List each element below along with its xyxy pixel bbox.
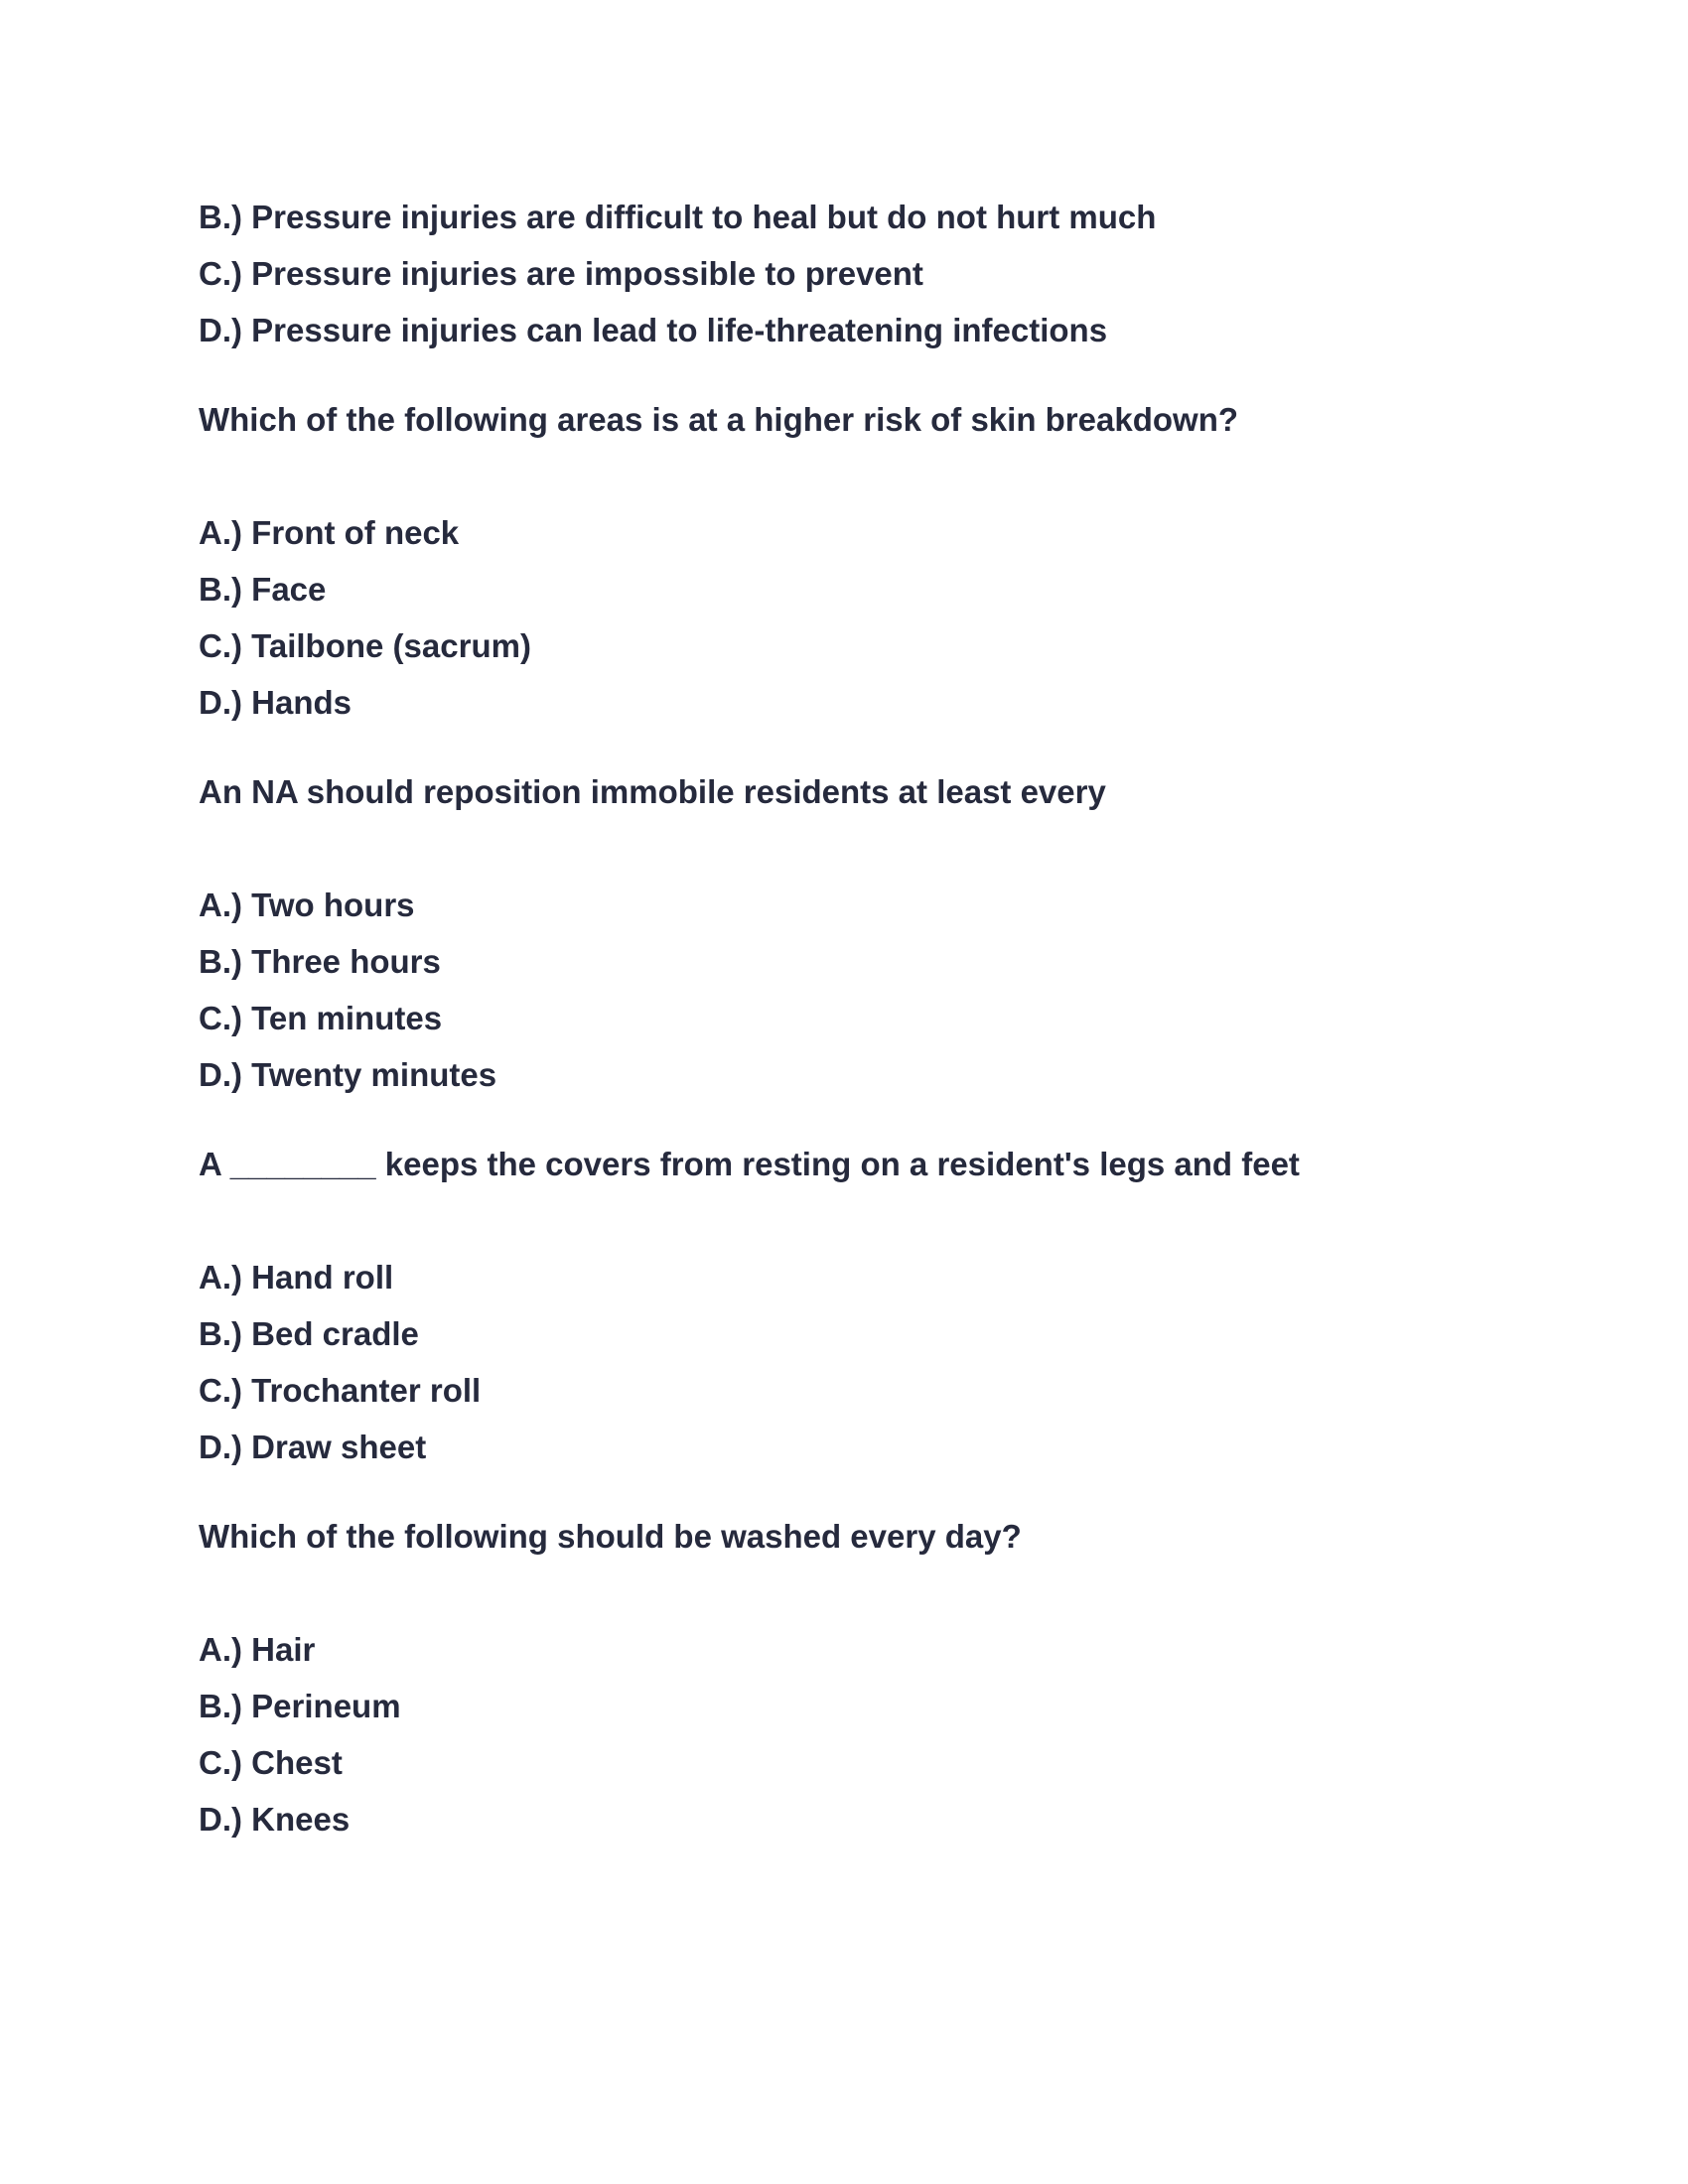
option-c: C.) Trochanter roll (199, 1372, 482, 1409)
option-d: D.) Pressure injuries can lead to life-threatening infections (199, 312, 1108, 348)
option-d: D.) Knees (199, 1801, 351, 1838)
question-text: A ________ keeps the covers from resting on a resident's legs and feet (199, 1146, 1300, 1182)
question-text: An NA should reposition immobile residents at least every (199, 773, 1106, 810)
option-d: D.) Draw sheet (199, 1429, 427, 1465)
option-d: D.) Hands (199, 684, 352, 721)
document-page (199, 0, 1589, 2184)
option-b: B.) Perineum (199, 1688, 401, 1724)
option-a: A.) Hand roll (199, 1259, 394, 1296)
option-c: C.) Tailbone (sacrum) (199, 627, 531, 664)
question-text: Which of the following areas is at a higher risk of skin breakdown? (199, 401, 1239, 438)
option-b: B.) Pressure injuries are difficult to heal but do not hurt much (199, 199, 1157, 235)
option-a: A.) Hair (199, 1631, 316, 1668)
option-a: A.) Front of neck (199, 514, 460, 551)
option-c: C.) Chest (199, 1744, 343, 1781)
option-d: D.) Twenty minutes (199, 1056, 497, 1093)
option-c: C.) Pressure injuries are impossible to prevent (199, 255, 923, 292)
question-text: Which of the following should be washed every day? (199, 1518, 1022, 1555)
option-c: C.) Ten minutes (199, 1000, 443, 1036)
option-b: B.) Bed cradle (199, 1315, 419, 1352)
option-b: B.) Three hours (199, 943, 441, 980)
option-a: A.) Two hours (199, 887, 415, 923)
option-b: B.) Face (199, 571, 327, 608)
